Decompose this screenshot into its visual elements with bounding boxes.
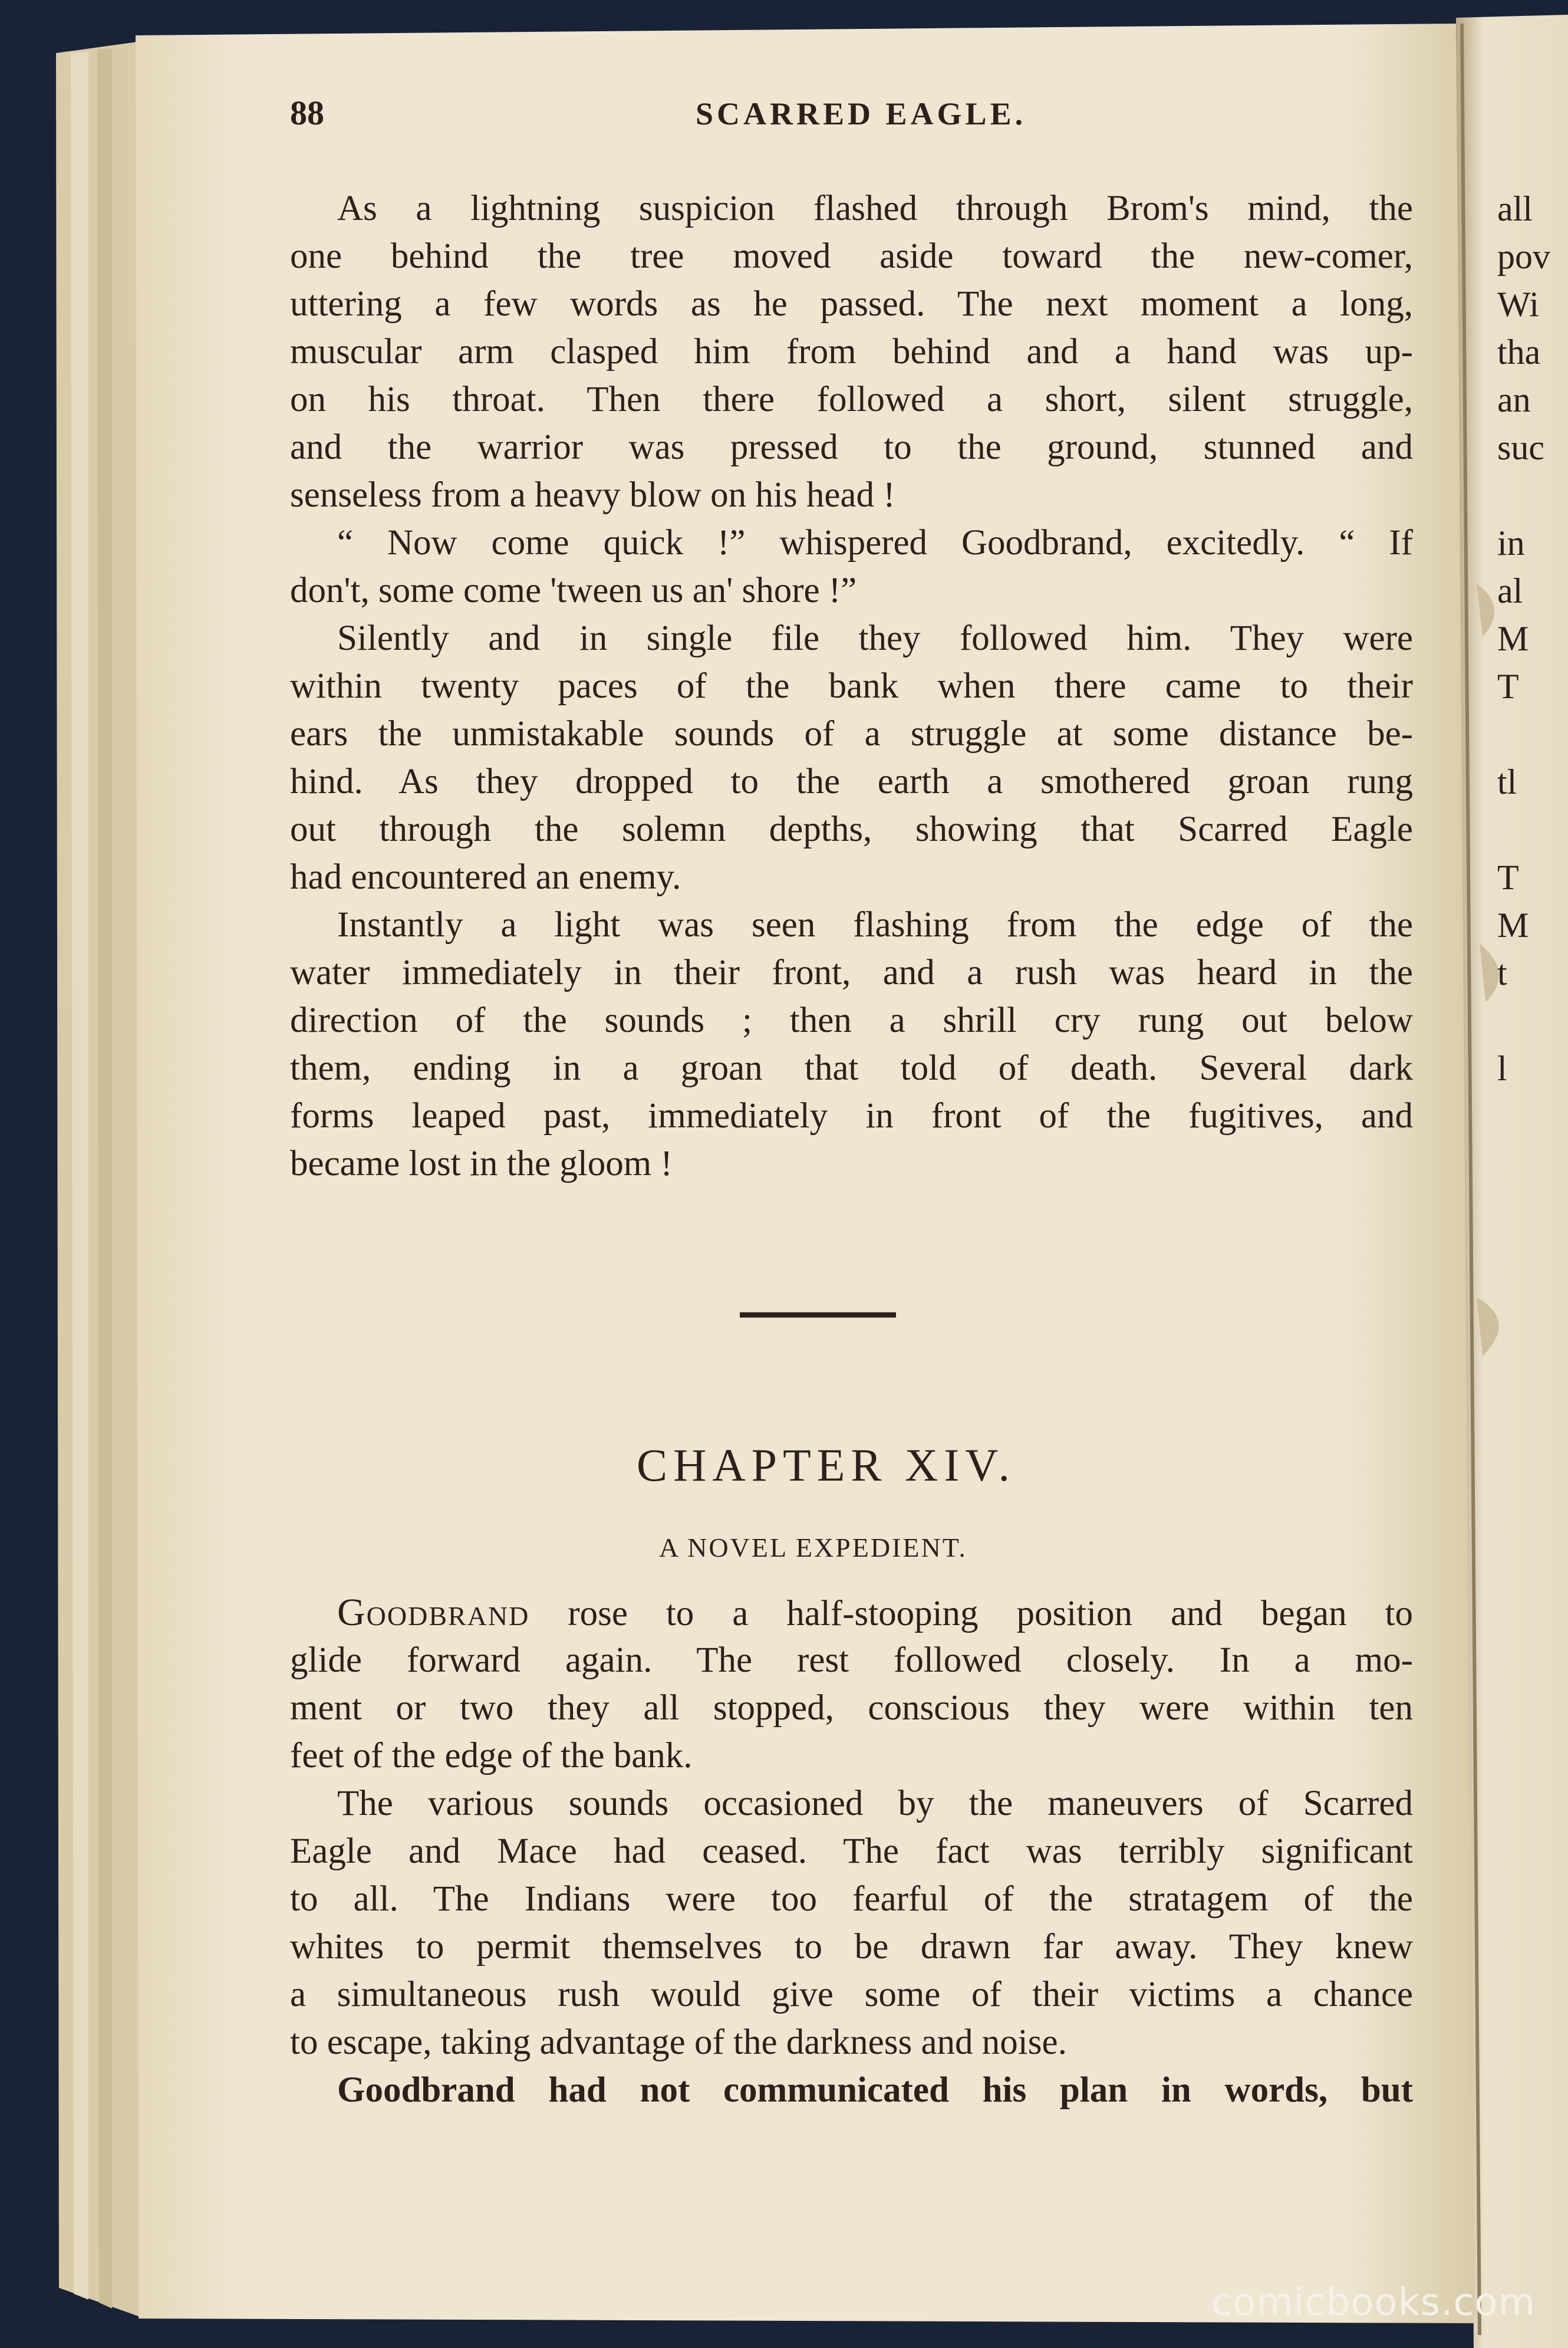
- body-line: and the warrior was pressed to the ground, stunned and: [290, 427, 1413, 467]
- chapter-first-line: Goodbrand rose to a half-stooping position and began to: [337, 1591, 1413, 1634]
- body-line: within twenty paces of the bank when there came to their: [290, 666, 1413, 706]
- body-line: to all. The Indians were too fearful of the stratagem of the: [290, 1879, 1413, 1919]
- facing-page-fragment: M: [1497, 906, 1529, 945]
- body-line: had encountered an enemy.: [290, 857, 681, 897]
- body-line: “ Now come quick !” whispered Goodbrand, excitedly. “ If: [337, 523, 1413, 563]
- body-line: hind. As they dropped to the earth a smothered groan rung: [290, 762, 1413, 801]
- body-line: ears the unmistakable sounds of a struggle at some distance be-: [290, 714, 1413, 754]
- body-line: forms leaped past, immediately in front of the fugitives, and: [290, 1096, 1413, 1136]
- body-line: out through the solemn depths, showing that Scarred Eagle: [290, 810, 1413, 849]
- body-line: Silently and in single file they followed him. They were: [337, 619, 1413, 658]
- facing-page-fragment: Wi: [1497, 285, 1539, 324]
- page-number: 88: [290, 94, 324, 132]
- body-line: direction of the sounds ; then a shrill cry rung out below: [290, 1001, 1413, 1040]
- body-line: glide forward again. The rest followed closely. In a mo-: [290, 1640, 1413, 1680]
- chapter-title: CHAPTER XIV.: [637, 1439, 1016, 1491]
- facing-page-fragment: tl: [1497, 762, 1517, 801]
- facing-page-fragment: al: [1497, 571, 1523, 610]
- facing-page-fragment: suc: [1497, 428, 1544, 467]
- chapter-subtitle: A NOVEL EXPEDIENT.: [659, 1533, 967, 1563]
- body-line: don't, some come 'tween us an' shore !”: [290, 571, 857, 610]
- facing-page-fragment: T: [1497, 667, 1519, 706]
- body-line: muscular arm clasped him from behind and a hand was up-: [290, 332, 1413, 371]
- body-line: feet of the edge of the bank.: [290, 1736, 693, 1775]
- body-line: water immediately in their front, and a rush was heard in the: [290, 953, 1413, 992]
- body-line: one behind the tree moved aside toward the new-comer,: [290, 236, 1413, 276]
- facing-page-fragment: t: [1497, 953, 1507, 992]
- chapter-first-word: Goodbrand: [337, 1591, 530, 1634]
- body-line: As a lightning suspicion flashed through Brom's mind, the: [337, 189, 1413, 228]
- body-line: on his throat. Then there followed a short, silent struggle,: [290, 380, 1413, 419]
- body-line: uttering a few words as he passed. The next moment a long,: [290, 284, 1413, 324]
- facing-page-fragment: tha: [1497, 333, 1541, 371]
- body-line: Instantly a light was seen flashing from the edge of the: [337, 905, 1413, 945]
- facing-page-fragment: in: [1497, 524, 1525, 563]
- body-line: ment or two they all stopped, conscious they were within ten: [290, 1688, 1413, 1728]
- watermark: comicbooks.com: [1211, 2281, 1536, 2324]
- running-head: SCARRED EAGLE.: [696, 96, 1027, 131]
- body-line: Goodbrand had not communicated his plan in words, but: [337, 2070, 1413, 2110]
- facing-page-fragment: l: [1497, 1049, 1507, 1088]
- body-line: senseless from a heavy blow on his head !: [290, 475, 895, 515]
- body-line: Eagle and Mace had ceased. The fact was terribly significant: [290, 1831, 1413, 1871]
- body-line: them, ending in a groan that told of death. Several dark: [290, 1048, 1413, 1088]
- facing-page-fragment: an: [1497, 380, 1531, 419]
- facing-page-fragment: all: [1497, 189, 1533, 228]
- facing-page-fragment: M: [1497, 619, 1529, 658]
- body-line: to escape, taking advantage of the darkness and noise.: [290, 2023, 1067, 2062]
- body-line: whites to permit themselves to be drawn far away. They knew: [290, 1927, 1413, 1966]
- body-line: became lost in the gloom !: [290, 1144, 673, 1183]
- body-line: a simultaneous rush would give some of their victims a chance: [290, 1975, 1413, 2014]
- facing-page-fragment: T: [1497, 858, 1519, 897]
- facing-page-fragment: pov: [1497, 237, 1550, 276]
- body-line: The various sounds occasioned by the maneuvers of Scarred: [337, 1784, 1413, 1823]
